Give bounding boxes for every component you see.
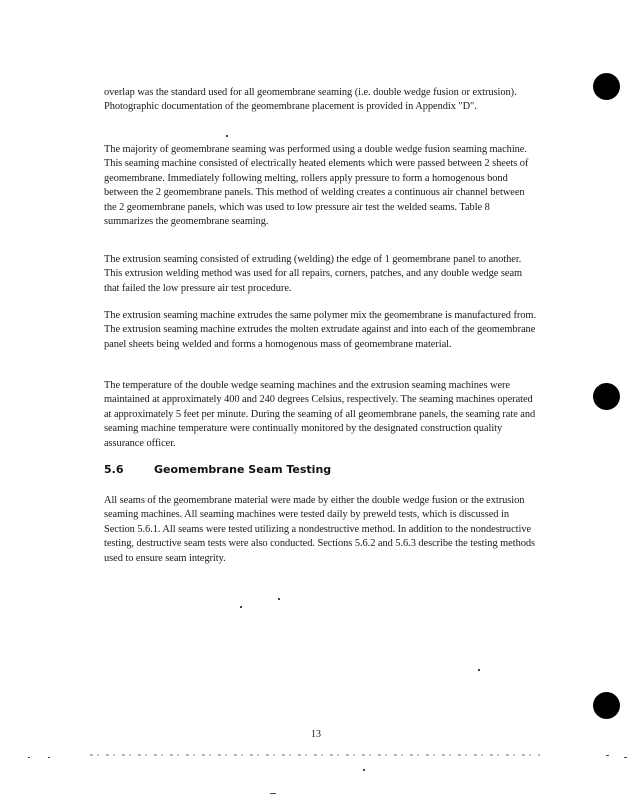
- paragraph-extrusion-machine: The extrusion seaming machine extrudes the same polymer mix the geomembrane is manufactured from. The extrusion seaming machine extrudes the molten extrudate against and into each of the geomembrane panel sheets being welded and forms a homogenous mass of geomembrane material.: [104, 310, 536, 350]
- paragraph-double-wedge-seaming: The majority of geomembrane seaming was performed using a double wedge fusion seaming machine. This seaming machine consisted of electrically heated elements which were passed between 2 sheets of geomembrane. Immediately following melting, rollers apply pressure to form a homogenous bond between the 2 geomembrane panels. This method of welding creates a continuous air channel between the 2 geomembrane panels, which was used to low pressure air test the welded seams. Table 8 summarizes the geomembrane seaming.: [104, 144, 529, 228]
- page-number: 13: [311, 729, 321, 740]
- scan-speck: [624, 757, 627, 758]
- punch-hole-middle: [593, 383, 620, 410]
- scan-speck: [270, 793, 276, 794]
- paragraph-seaming-temperature: The temperature of the double wedge seaming machines and the extrusion seaming machines were maintained at approximately 400 and 240 degrees Celsius, respectively. The seaming machines operated at approximately 5 feet per minute. During the seaming of all geomembrane panels, the seaming rate and seaming machine temperature were continually monitored by the designated construction quality assurance officer.: [104, 380, 536, 449]
- section-number: 5.6: [104, 463, 124, 476]
- section-title: Geomembrane Seam Testing: [154, 463, 332, 476]
- scan-speck: [28, 757, 30, 758]
- section-heading: [104, 463, 536, 477]
- scan-speck: [278, 598, 280, 600]
- scan-speck: [478, 669, 480, 671]
- scan-speck: [240, 606, 242, 608]
- scan-speck: [606, 755, 609, 756]
- paragraph-seam-testing: All seams of the geomembrane material were made by either the double wedge fusion or the extrusion seaming machines. All seaming machines were tested daily by preweld tests, which is discussed in Section 5.6.1. All seams were tested utilizing a nondestructive method. In addition to the nondestructive testing, destructive seam tests were also conducted. Sections 5.6.2 and 5.6.3 describe the testing methods used to ensure seam integrity.: [104, 495, 536, 564]
- punch-hole-bottom: [593, 692, 620, 719]
- scan-speck: [226, 135, 228, 137]
- punch-hole-top: [593, 73, 620, 100]
- scan-artifact-line: [90, 754, 540, 756]
- paragraph-overlap: overlap was the standard used for all geomembrane seaming (i.e. double wedge fusion or extrusion). Photographic documentation of the geomembrane placement is provided in Appendix "D".: [104, 87, 517, 113]
- scan-speck: [363, 769, 365, 771]
- scan-speck: [48, 757, 50, 758]
- paragraph-extrusion-seaming: The extrusion seaming consisted of extruding (welding) the edge of 1 geomembrane panel to another. This extrusion welding method was used for all repairs, corners, patches, and any double wedge seam that failed the low pressure air test procedure.: [104, 254, 523, 294]
